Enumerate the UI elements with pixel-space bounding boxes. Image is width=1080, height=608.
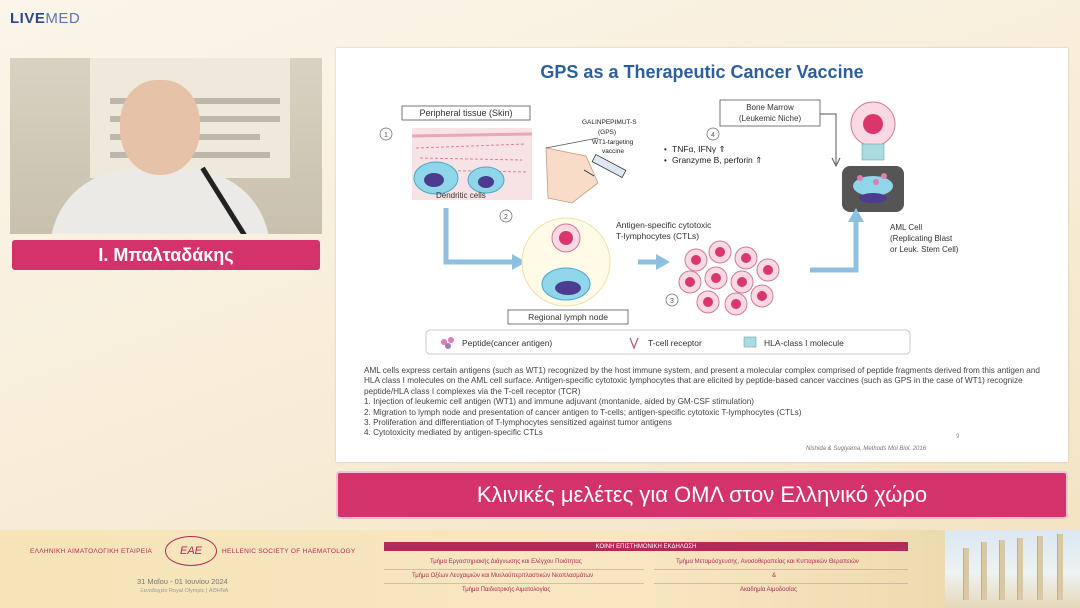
- department-right-connector: &: [772, 573, 777, 579]
- syringe: [592, 154, 626, 177]
- speaker-name: Ι. Μπαλταδάκης: [98, 244, 234, 265]
- event-venue: Ξενοδοχείο Royal Olympic | ΑΘΗΝΑ: [140, 588, 229, 594]
- label-gps-2: (GPS): [598, 129, 617, 136]
- arrow-to-lymph: [446, 208, 512, 262]
- topic-title: Κλινικές μελέτες για ΟΜΛ στον Ελληνικό χώρο: [476, 482, 928, 507]
- event-footer: [0, 530, 1080, 608]
- step-item: 4. Cytotoxicity mediated by antigen-specific CTLs: [364, 428, 543, 438]
- legend-hla: HLA-class I molecule: [764, 338, 844, 348]
- department-left: Τμήμα Παιδιατρικής Αιματολογίας: [462, 587, 551, 593]
- svg-text:•: •: [664, 145, 667, 154]
- society-emblem-logo: ΕΑΕ: [165, 536, 217, 566]
- label-gps-3: WT1-targeting: [592, 139, 634, 146]
- presentation-slide: [336, 48, 1068, 462]
- svg-text:•: •: [664, 156, 667, 165]
- step-item: 2. Migration to lymph node and presentation of cancer antigen to T-cells; antigen-specific cytotoxic T-lymphocytes (CTLs): [364, 407, 802, 417]
- step-item: 3. Proliferation and differentiation of T-lymphocytes sensitized against tumor antigens: [364, 418, 672, 428]
- label-dendritic-cells: Dendritic cells: [436, 191, 486, 200]
- event-title: ΚΟΙΝΗ ΕΠΙΣΤΗΜΟΝΙΚΗ ΕΚΔΗΛΩΣΗ: [384, 542, 908, 551]
- label-aml-2: (Replicating Blast: [890, 234, 953, 243]
- slide-title: GPS as a Therapeutic Cancer Vaccine: [540, 62, 864, 82]
- svg-text:1: 1: [384, 132, 388, 139]
- svg-text:3: 3: [670, 298, 674, 305]
- label-aml-3: or Leuk. Stem Cell): [890, 245, 959, 254]
- slide-citation: Nishida & Sugiyama, Methods Mol Biol. 2016: [806, 446, 927, 452]
- label-cytokines-1: TNFα, IFNγ ⇑: [672, 144, 726, 154]
- svg-text:2: 2: [504, 214, 508, 221]
- legend-tcr: T-cell receptor: [648, 338, 702, 348]
- department-left: Τμήμα Οξέων Λευχαιμιών και Μυελοϋπερπλαστικών Νεοπλασμάτων: [412, 573, 594, 579]
- speaker-head: [120, 80, 200, 175]
- ctl-cluster: [679, 241, 779, 315]
- speaker-name-banner: [12, 240, 320, 270]
- society-name-greek: ΕΛΛΗΝΙΚΗ ΑΙΜΑΤΟΛΟΓΙΚΗ ΕΤΑΙΡΕΙΑ: [30, 548, 153, 555]
- legend-peptide: Peptide(cancer antigen): [462, 338, 553, 348]
- department-right: Ακαδημία Αιμοδοσίας: [740, 587, 797, 593]
- vaccine-mechanism-diagram: [336, 48, 1068, 358]
- label-cytokines-2: Granzyme B, perforin ⇑: [672, 155, 763, 165]
- label-gps-1: GALINPEPIMUT-S: [582, 119, 637, 126]
- label-bone-marrow-1: Bone Marrow: [746, 103, 794, 112]
- speaker-video: [10, 58, 322, 234]
- label-aml-1: AML Cell: [890, 223, 923, 232]
- svg-text:4: 4: [711, 132, 715, 139]
- label-ctl-2: T-lymphocytes (CTLs): [616, 231, 700, 241]
- label-peripheral-tissue: Peripheral tissue (Skin): [419, 108, 513, 118]
- dendritic-cell-nucleus: [424, 173, 444, 187]
- t-cell-nucleus: [863, 114, 883, 134]
- arrow-to-aml: [810, 220, 856, 270]
- department-left: Τμήμα Εργαστηριακής Διάγνωσης και Ελέγχου Ποιότητας: [430, 559, 582, 565]
- label-ctl-1: Antigen-specific cytotoxic: [616, 220, 712, 230]
- livemed-logo: LIVEMED: [10, 10, 81, 27]
- slide-step-list: [364, 397, 1044, 439]
- label-gps-4: vaccine: [602, 148, 625, 155]
- department-right: Τμήμα Μεταμόσχευσης, Ανοσοθεραπείας και Κυτταρικών Θεραπειών: [676, 559, 859, 565]
- slide-page-number: 9: [956, 434, 960, 440]
- arrow-bone-marrow: [820, 114, 836, 164]
- dendritic-cell-nucleus: [478, 176, 494, 188]
- event-dates: 31 Μαΐου - 01 Ιουνίου 2024: [137, 577, 228, 586]
- label-lymph-node: Regional lymph node: [528, 312, 608, 322]
- slide-body-text: [364, 366, 1044, 439]
- topic-banner: [336, 471, 1068, 519]
- label-bone-marrow-2: (Leukemic Niche): [738, 114, 802, 123]
- step-item: 1. Injection of leukemic cell antigen (WT1) and immune adjuvant (montanide, aided by GM-CSF stimulation): [364, 397, 754, 407]
- patient-leg: [546, 148, 598, 203]
- temple-columns-image: [945, 530, 1080, 608]
- slide-paragraph: AML cells express certain antigens (such as WT1) recognized by the host immune system, and present a molecular complex comprised of peptide fragments derived from this antigen and HLA class I molecules on the AML cell surface. Antigen-specific cytotoxic lymphocytes that are elicited by peptide-based cancer vaccines (such as GPS in the case of WT1) recognize peptide/HLA class I complexes via the T-cell receptor (TCR): [364, 366, 1040, 396]
- society-name-english: HELLENIC SOCIETY OF HAEMATOLOGY: [222, 548, 356, 555]
